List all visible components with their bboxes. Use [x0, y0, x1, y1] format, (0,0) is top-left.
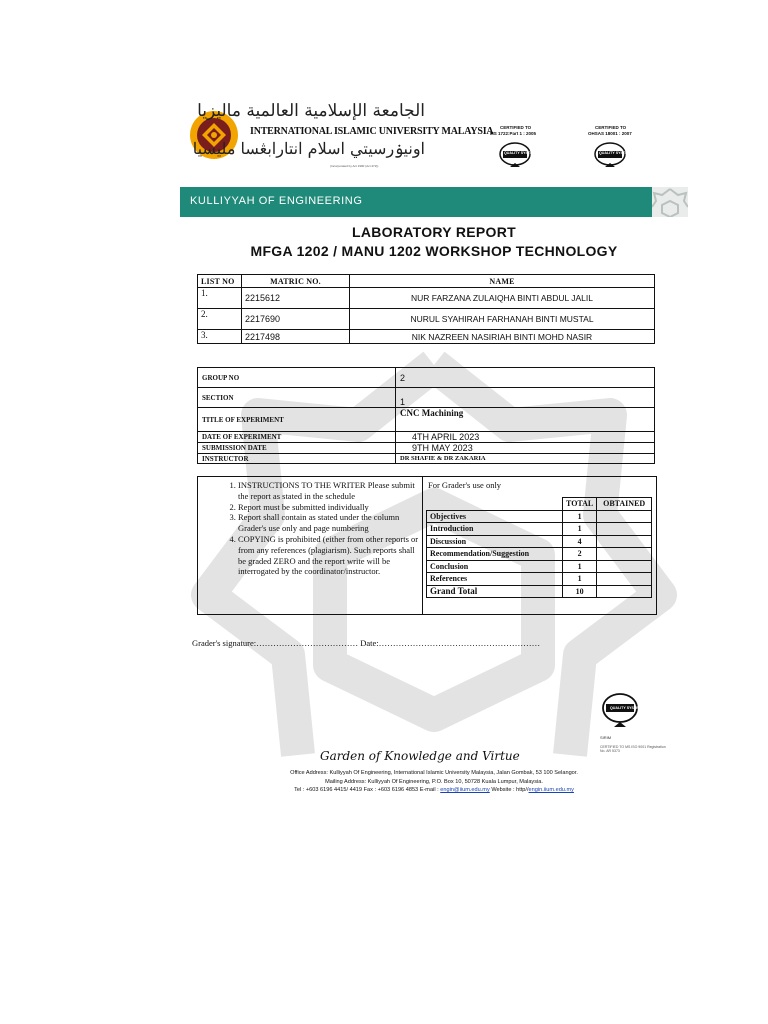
jawi-university-name: اونيۏرسيتي اسلام انتارابڠسا مليسيا [192, 139, 425, 158]
university-motto: Garden of Knowledge and Virtue [320, 749, 520, 763]
col-header-obtained: OBTAINED [597, 498, 652, 511]
table-row [427, 535, 652, 548]
criterion-obtained-field[interactable] [597, 548, 652, 561]
info-row [198, 408, 655, 432]
cert1-badge: QUALITY SYSTEM [504, 151, 536, 155]
group-label: GROUP NO [198, 368, 396, 388]
title-label: TITLE OF EXPERIMENT [198, 408, 396, 432]
submission-value: 9TH MAY 2023 [396, 443, 655, 454]
table-row [198, 309, 655, 330]
info-row [198, 368, 655, 388]
criterion-label: Introduction [427, 523, 563, 536]
matric-no: 2217498 [242, 330, 350, 344]
student-name: NUR FARZANA ZULAIQHA BINTI ABDUL JALIL [350, 288, 655, 309]
cert2-badge: QUALITY SYSTEM [599, 151, 631, 155]
experiment-info-table [197, 367, 655, 464]
col-header-matric: MATRIC NO. [242, 275, 350, 288]
email-link[interactable]: engin@iium.edu.my [440, 787, 490, 793]
lab-report-page [180, 95, 688, 815]
srim-label: SIRIM [600, 735, 612, 740]
criterion-total: 1 [563, 523, 597, 536]
instruction-item: 3. Report shall contain as stated under the column Grader's use only and page numbering [238, 512, 423, 534]
contact-line [180, 786, 688, 795]
sirim-quality-mark-icon [600, 691, 640, 733]
website-link[interactable]: engin.iium.edu.my [528, 787, 574, 793]
criterion-total: 1 [563, 510, 597, 523]
criterion-total: 2 [563, 548, 597, 561]
grand-total-label: Grand Total [427, 585, 563, 598]
criterion-total: 1 [563, 560, 597, 573]
date-label: DATE OF EXPERIMENT [198, 432, 396, 443]
marks-table [426, 497, 652, 598]
faculty-banner [180, 187, 688, 217]
grand-total-value: 10 [563, 585, 597, 598]
students-table [197, 274, 655, 344]
info-row [198, 432, 655, 443]
info-row [198, 388, 655, 408]
cert1-label: CERTIFIED TO [500, 125, 532, 130]
criterion-total: 1 [563, 573, 597, 586]
banner-pattern-icon [652, 187, 688, 217]
cert2-standard: OHSAS 18001 : 2007 [588, 131, 632, 136]
mailing-address: Mailing Address: Kulliyyah Of Engineering, P.O. Box 10, 50728 Kuala Lumpur, Malaysia. [325, 778, 543, 785]
criterion-obtained-field[interactable] [597, 560, 652, 573]
grand-total-row [427, 585, 652, 598]
marks-header-blank [427, 498, 563, 511]
section-value: 1 [396, 388, 655, 408]
table-row [427, 560, 652, 573]
contact-prefix: Tel : +603 6196 4415/ 4419 Fax : +603 6196 4853 E-mail : [294, 787, 441, 793]
matric-no: 2217690 [242, 309, 350, 330]
criterion-label: Objectives [427, 510, 563, 523]
criterion-label: Recommendation/Suggestion [427, 548, 563, 561]
instructor-label: INSTRUCTOR [198, 454, 396, 464]
course-title: MFGA 1202 / MANU 1202 WORKSHOP TECHNOLOGY [250, 243, 618, 259]
info-row [198, 443, 655, 454]
matric-no: 2215612 [242, 288, 350, 309]
quality-system-mark-icon [498, 141, 532, 171]
criterion-label: Discussion [427, 535, 563, 548]
criterion-obtained-field[interactable] [597, 535, 652, 548]
grader-signature-line: Grader's signature:……………………………… Date:………………………………………………… [192, 638, 541, 648]
marks-header-row [427, 498, 652, 511]
cert1-standard: MS 1722:Part 1 : 2005 [490, 131, 537, 136]
table-row [198, 288, 655, 309]
instructions-grading-box [197, 476, 657, 615]
instruction-item: 4. COPYING is prohibited (either from other reports or from any references (plagiarism). Such reports shall be graded ZERO and the report write will be interrogated by the coordinator/instructor. [238, 534, 423, 577]
instructor-value: DR SHAFIE & DR ZAKARIA [396, 454, 655, 464]
title-value: CNC Machining [396, 408, 655, 432]
office-address: Office Address: Kulliyyah Of Engineering, International Islamic University Malaysia, Jalan Gombak, 53 100 Selangor. [290, 770, 578, 776]
student-name: NIK NAZREEN NASIRIAH BINTI MOHD NASIR [350, 330, 655, 344]
info-row [198, 454, 655, 464]
university-name: INTERNATIONAL ISLAMIC UNIVERSITY MALAYSIA [250, 126, 494, 137]
table-row [198, 330, 655, 344]
quality-system-mark-icon [593, 141, 627, 171]
report-title: LABORATORY REPORT [351, 224, 517, 240]
student-name: NURUL SYAHIRAH FARHANAH BINTI MUSTAL [350, 309, 655, 330]
grand-total-obtained-field[interactable] [597, 585, 652, 598]
table-header-row [198, 275, 655, 288]
cert2-label: CERTIFIED TO [595, 125, 627, 130]
criterion-total: 4 [563, 535, 597, 548]
col-header-name: NAME [350, 275, 655, 288]
table-row [427, 548, 652, 561]
writer-instructions [218, 480, 423, 577]
criterion-label: Conclusion [427, 560, 563, 573]
criterion-obtained-field[interactable] [597, 573, 652, 586]
incorporation-note: (Incorporated by Act 1990 (Act 472)) [330, 164, 379, 168]
list-no: 2. [198, 309, 242, 330]
website-prefix: Website : http// [489, 787, 529, 793]
instruction-item: 2. Report must be submitted individually [238, 502, 423, 513]
submission-label: SUBMISSION DATE [198, 443, 396, 454]
srim-certification-note: CERTIFIED TO MS ISO 9001 Registration No. AR 5373 [600, 745, 666, 753]
srim-badge: QUALITY SYSTEM [610, 706, 642, 710]
col-header-total: TOTAL [563, 498, 597, 511]
column-divider [422, 477, 423, 614]
table-row [427, 510, 652, 523]
arabic-university-name: الجامعة الإسلامية العالمية ماليزيا [197, 101, 425, 121]
instruction-item: 1. INSTRUCTIONS TO THE WRITER Please submit the report as stated in the schedule [238, 480, 423, 502]
grader-section-title: For Grader's use only [428, 480, 502, 490]
table-row [427, 523, 652, 536]
date-value: 4TH APRIL 2023 [396, 432, 655, 443]
list-no: 1. [198, 288, 242, 309]
table-row [427, 573, 652, 586]
section-label: SECTION [198, 388, 396, 408]
faculty-name: KULLIYYAH OF ENGINEERING [190, 195, 363, 207]
criterion-label: References [427, 573, 563, 586]
col-header-list-no: LIST NO [198, 275, 242, 288]
criterion-obtained-field[interactable] [597, 523, 652, 536]
criterion-obtained-field[interactable] [597, 510, 652, 523]
faculty-address-block [180, 769, 688, 795]
list-no: 3. [198, 330, 242, 344]
group-value: 2 [396, 368, 655, 388]
